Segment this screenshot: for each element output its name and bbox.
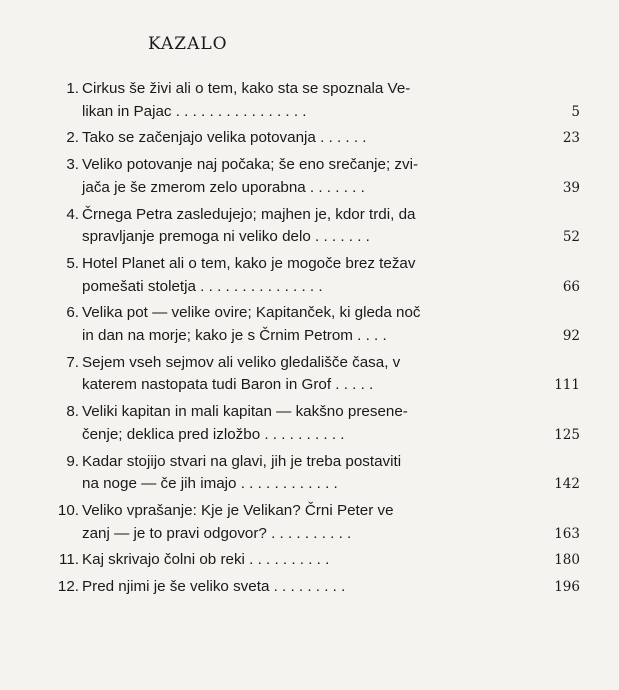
page-title: KAZALO (148, 34, 228, 54)
entry-title-line: čenje; deklica pred izložbo . . . . . . . . . . (82, 425, 345, 443)
toc-entry (50, 549, 580, 572)
toc-entry (50, 401, 580, 446)
entry-title-line: Kadar stojijo stvari na glavi, jih je treba postaviti (82, 452, 402, 470)
entry-number: 11. (59, 551, 79, 569)
entry-number: 9. (66, 452, 79, 470)
entry-title-line: Sejem vseh sejmov ali veliko gledališče časa, v (82, 353, 401, 371)
entry-title (82, 204, 580, 249)
entry-page-number: 66 (562, 278, 580, 295)
entry-page-number: 125 (554, 426, 580, 443)
toc-entry (50, 127, 580, 150)
toc-entry (50, 451, 580, 496)
entry-title (82, 576, 580, 599)
entry-page-number: 196 (554, 579, 580, 596)
entry-title-line: Kaj skrivajo čolni ob reki . . . . . . . . . . (82, 551, 330, 569)
entry-title (82, 253, 580, 298)
entry-title (82, 302, 580, 347)
entry-title-line: Pred njimi je še veliko sveta . . . . . . . . . (82, 578, 346, 596)
entry-title (82, 352, 580, 397)
entry-number: 10. (57, 502, 79, 520)
toc-entry (50, 500, 580, 545)
entry-title-line: Veliko vprašanje: Kje je Velikan? Črni Peter ve (82, 502, 394, 520)
entry-title (82, 154, 580, 199)
entry-title (82, 549, 580, 572)
toc-entry (50, 576, 580, 599)
table-of-contents (50, 78, 580, 603)
entry-number: 6. (66, 304, 79, 322)
toc-entry (50, 154, 580, 199)
toc-entry (50, 302, 580, 347)
entry-title-line: katerem nastopata tudi Baron in Grof . . . . . (82, 376, 374, 394)
entry-page-number: 163 (554, 525, 580, 542)
entry-page-number: 180 (554, 552, 580, 569)
entry-title (82, 78, 580, 123)
entry-page-number: 5 (571, 103, 580, 120)
entry-title-line: jača je še zmerom zelo uporabna . . . . . . . (82, 178, 365, 196)
entry-title (82, 127, 580, 150)
entry-number: 7. (66, 353, 79, 371)
toc-entry (50, 253, 580, 298)
entry-page-number: 142 (554, 476, 580, 493)
entry-title-line: Cirkus še živi ali o tem, kako sta se spoznala Ve- (82, 80, 411, 97)
entry-title-line: zanj — je to pravi odgovor? . . . . . . . . . . (82, 524, 352, 542)
entry-number: 5. (66, 255, 79, 273)
entry-title-line: Velika pot — velike ovire; Kapitanček, ki gleda noč (82, 304, 421, 322)
entry-title-line: Črnega Petra zasledujejo; majhen je, kdor trdi, da (82, 205, 416, 223)
toc-entry (50, 352, 580, 397)
entry-title-line: in dan na morje; kako je s Črnim Petrom . . . . (82, 326, 387, 344)
entry-page-number: 52 (562, 229, 580, 246)
entry-number: 1. (66, 80, 79, 97)
entry-number: 4. (66, 205, 79, 223)
entry-number: 8. (66, 403, 79, 421)
entry-title (82, 401, 580, 446)
entry-title-line: Tako se začenjajo velika potovanja . . . . . . (82, 129, 367, 147)
entry-title (82, 500, 580, 545)
entry-number: 2. (66, 129, 79, 147)
entry-title-line: likan in Pajac . . . . . . . . . . . . . . . . (82, 102, 307, 120)
toc-entry (50, 204, 580, 249)
entry-number: 3. (66, 156, 79, 174)
entry-page-number: 92 (562, 327, 580, 344)
entry-page-number: 111 (554, 377, 580, 394)
toc-entry (50, 78, 580, 123)
entry-title-line: na noge — če jih imajo . . . . . . . . . . . . (82, 475, 338, 493)
entry-page-number: 39 (562, 179, 580, 196)
entry-title-line: spravljanje premoga ni veliko delo . . . . . . . (82, 228, 370, 246)
entry-page-number: 23 (562, 130, 580, 147)
entry-title (82, 451, 580, 496)
entry-title-line: pomešati stoletja . . . . . . . . . . . . . . . (82, 277, 323, 295)
entry-title-line: Veliko potovanje naj počaka; še eno srečanje; zvi- (82, 156, 419, 174)
entry-title-line: Veliki kapitan in mali kapitan — kakšno presene- (82, 403, 408, 421)
entry-title-line: Hotel Planet ali o tem, kako je mogoče brez težav (82, 255, 416, 273)
entry-number: 12. (57, 578, 79, 596)
